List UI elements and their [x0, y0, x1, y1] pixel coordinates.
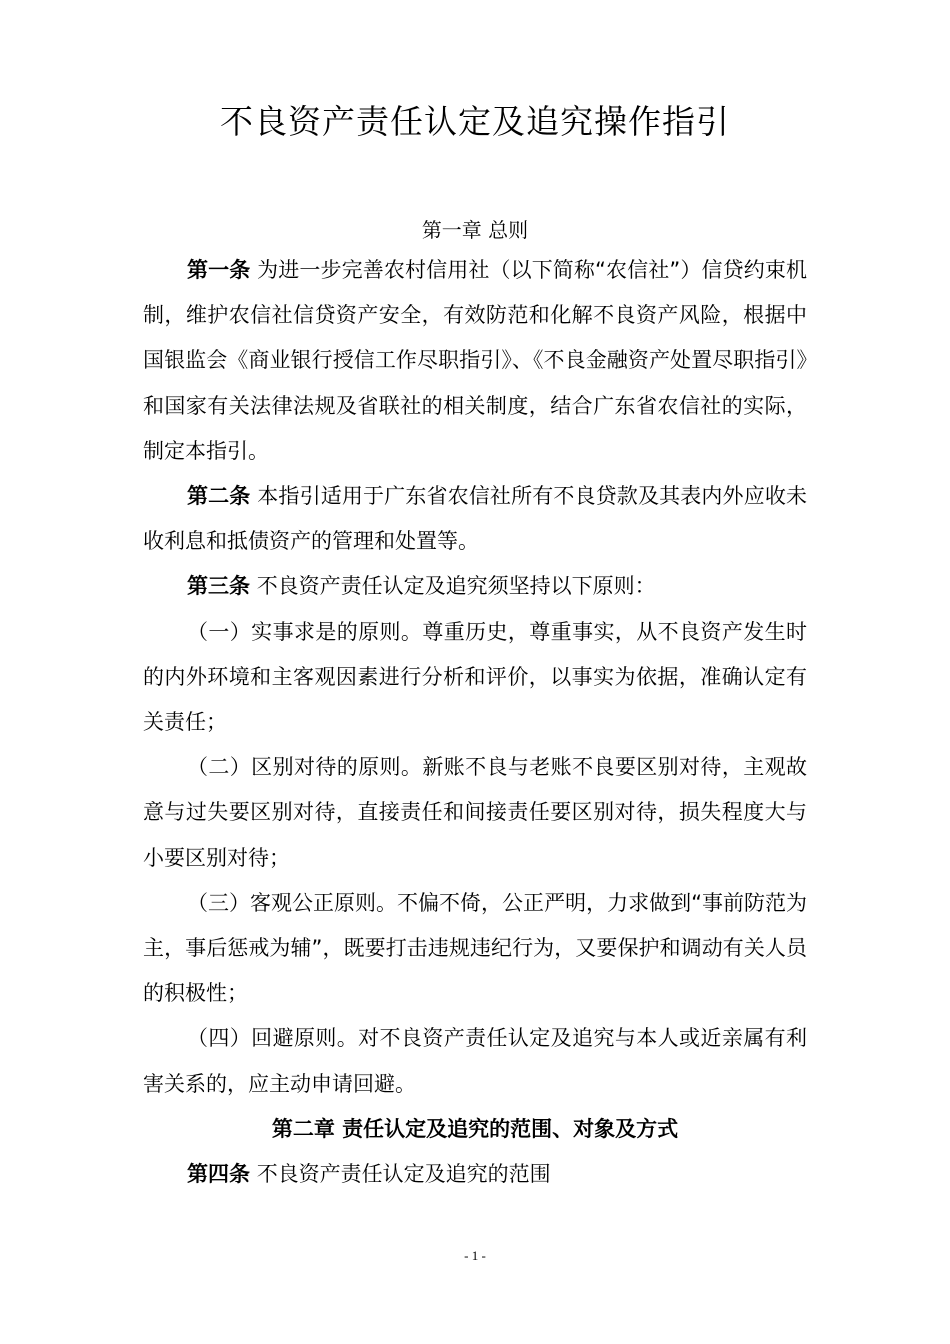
article-3-label: 第三条: [187, 574, 250, 599]
principle-3: （三）客观公正原则。不偏不倚，公正严明，力求做到“事前防范为主，事后惩戒为辅”，既要打击违规违纪行为，又要保护和调动有关人员的积极性；: [143, 890, 807, 1006]
article-1: [143, 248, 807, 474]
article-3-text: 不良资产责任认定及追究须坚持以下原则：: [256, 574, 656, 599]
article-2-text: 本指引适用于广东省农信社所有不良贷款及其表内外应收未收利息和抵债资产的管理和处置等。: [143, 484, 807, 554]
article-2-label: 第二条: [187, 484, 251, 509]
article-2: [143, 474, 807, 564]
article-4-label: 第四条: [187, 1162, 250, 1187]
article-1-text: 为进一步完善农村信用社（以下简称“农信社”）信贷约束机制，维护农信社信贷资产安全，有效防范和化解不良资产风险，根据中国银监会《商业银行授信工作尽职指引》、《不良金融资产处置尽职指引》和国家有关法律法规及省联社的相关制度，结合广东省农信社的实际，制定本指引。: [143, 258, 807, 463]
chapter-2-heading: 第二章 责任认定及追究的范围、对象及方式: [271, 1116, 679, 1141]
article-1-label: 第一条: [187, 258, 251, 282]
document-title: 不良资产责任认定及追究操作指引: [220, 102, 730, 141]
document-body: [143, 248, 807, 1197]
principle-4: （四）回避原则。对不良资产责任认定及追究与本人或近亲属有利害关系的，应主动申请回避。: [143, 1026, 807, 1096]
article-4-text: 不良资产责任认定及追究的范围: [256, 1162, 551, 1187]
principle-2: （二）区别对待的原则。新账不良与老账不良要区别对待，主观故意与过失要区别对待，直接责任和间接责任要区别对待，损失程度大与小要区别对待；: [143, 755, 807, 870]
article-3: [143, 564, 807, 609]
article-4: [143, 1152, 807, 1197]
principle-1: （一）实事求是的原则。尊重历史，尊重事实，从不良资产发生时的内外环境和主客观因素进行分析和评价，以事实为依据，准确认定有关责任；: [143, 619, 807, 735]
page-number: - 1 -: [464, 1248, 486, 1263]
chapter-1-heading: 第一章 总则: [421, 218, 529, 242]
